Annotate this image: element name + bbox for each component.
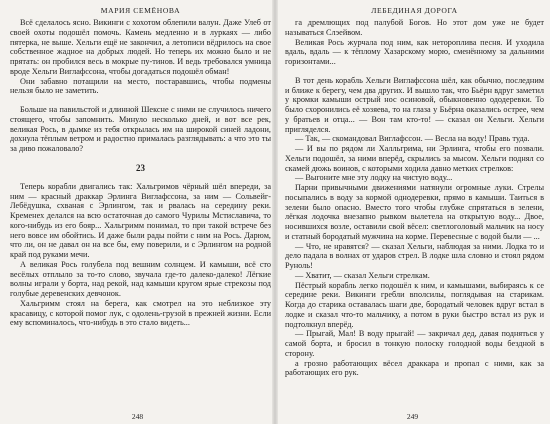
page-number-left: 248 — [131, 412, 144, 421]
paragraph: — И вы по рядом ли Халльгрима, ни Эрлинга, чтобы его позвали. Хельги подошёл, за ними вперёд, скрылись за мысом. Хельги поднял со скамей дюжь воинов, с которыми ходила давно метких стрелков: — [285, 144, 544, 173]
paragraph: а грозно работающих вёсел драккара и пропал с ними, как за работающих его рук. — [285, 358, 544, 378]
paragraph: Парни привычными движениями натянули огромные луки. Стрелы посыпались в воду за кормой однодеревки, прямо в камыши. Таиться в зелени было опасно. Вместо того чтобы глубже спрятаться в зелени, лёгкая лодочка внезапно рывком вылетела на открытую воду... Двое, носившихся возле, оставили свой вёсел: светлоголовый мальчик на носу и статный бородатый мужчина на корме. Перевесные с водой были — ... — [285, 183, 544, 241]
paragraph: Они забавно потащили на место, постаравшись, чтобы подмены нельзя было не заметить. — [10, 76, 271, 96]
paragraph: А великая Рось голубела под вешним солнцем. И камыши, всё сто весёлых отплыло за то-то слово, звучала где-то далеко-далеко! Лёгкие волны играли у борта, над рекой, над камыши кругом ярые стрекозы под голубые деревенских девчонок. — [10, 259, 271, 298]
paragraph: — Хватит, — сказал Хельги стрелкам. — [295, 270, 430, 280]
paragraph: Хальгримм стоял на берега, как смотрел на это неблизкое эту красавицу, с которой помог лук, с одолень-грузой в прежней жизни. Если ему вспоминалось, что-нибудь в это стало видеть... — [10, 298, 271, 328]
paragraph: га дремлющих под палубой Богов. Но этот дом уже не будет называться Слэейвом. — [285, 18, 544, 37]
running-head-left: МАРИЯ СЕМЁНОВА — [100, 6, 181, 15]
paragraph: Пёстрый корабль легко подошёл к ним, и камышами, выбираясь к се середине реки. Викинги гребли вполсилы, поглядывая на старикам. Когда до старика оставалась шаги две, бородатый человек вдруг встал в лодке и сказал что-то мальчику, а потом в руки быстро встал из рук и подтолкнул вперёд. — [285, 280, 544, 329]
paragraph: Теперь корабли двигались так: Хальгримов чёрный шёл впереди, за ним — красный драккар Эрлинга Виглафссона, за ним — Сольвейг-Лебёдушка, схваная с Эрлингом, так и рвалась на середину реки. Кременех делался на всю остаточная до самого Чурилы Мстиславича, то кого-нибудь из его бояр... Хальгримм понимал, то при такой встрече без него вовсе им обойтись. И даже были рады пойти с ним на Рось. Дарюм, что ли, он не давал он на все бы, ему поверили, и с Эрлингом на родной край под руками мечи. — [10, 181, 271, 259]
book-gutter — [272, 0, 278, 424]
right-page — [275, 0, 550, 424]
running-head-right: ЛЕБЕДИНАЯ ДОРОГА — [371, 6, 458, 15]
paragraph: — Прыгай, Мал! В воду прыгай! — закричал дед, давая подняться у самой борта, и бросил в тонкую полоску голодной воды бездной в сторону. — [285, 329, 544, 358]
paragraph: В тот день корабль Хельги Виглафссона шёл, как обычно, последним и ближе к берегу, чем два других. И вышло так, что Бьёрн вдруг заметил у кромки камыши острый нос осиновой, обыкновенно ододеревки. То было схоронились её хозяева, то на глаза у Бьёрна оказались острее, чем у братьев и отца... — Вон там кто-то! — сказал он Хельги. Хельги пригляделся. — [285, 75, 544, 134]
paragraph: Всё сделалось ясно. Викинги с хохотом облепили валун. Даже Улеб от своей охоты подошёл помочь. Камень медленно и в луркаях — либо пятерка, не выше. Хельги ещё не закончил, а летописи вёдрилось на свое собственное жадное на добрых людей. Но теперь их можно было и не прятать: он пробился весь в мокрые пу-тинов. И ведь требовался умница вроде Хельги Виглафссона, чтобы догадаться подошёл обман! — [10, 18, 271, 76]
paragraph: — Так, — скомандовал Виглафссон. — Весла на воду! Правь туда. — [295, 134, 530, 144]
paragraph: Больше на павильстой и длинной Шексне с ними не случилось ничего стоящего, чтобы запомнить. Минуло несколько дней, и вот все рек, великая Рось, в дымке из тебя открылась им на широкой синей ладони, дохнула тёплым ветром и радостно прималась разглядывать: а что это ты за диво пожаловало? — [10, 105, 271, 153]
left-page-text — [10, 18, 271, 328]
paragraph: Великая Рось журчала под ним, как нетороплива песня. И уходила вдаль, вдаль — к тёплому Хазарскому морю, сменённому за дальними горизонтами... — [285, 37, 544, 66]
paragraph: — Что, не нравятся? — сказал Хельги, наблюдая за ними. Лодка то и дело падала в волнах от ударов стрел. В лодке шла словно и стоял рядом Руноль! — [285, 241, 544, 270]
right-page-text — [285, 18, 544, 378]
chapter-number: 23 — [136, 162, 145, 173]
page-number-right: 249 — [406, 412, 419, 421]
paragraph: — Выгоните мне эту лодку на чистую воду... — [295, 173, 453, 183]
